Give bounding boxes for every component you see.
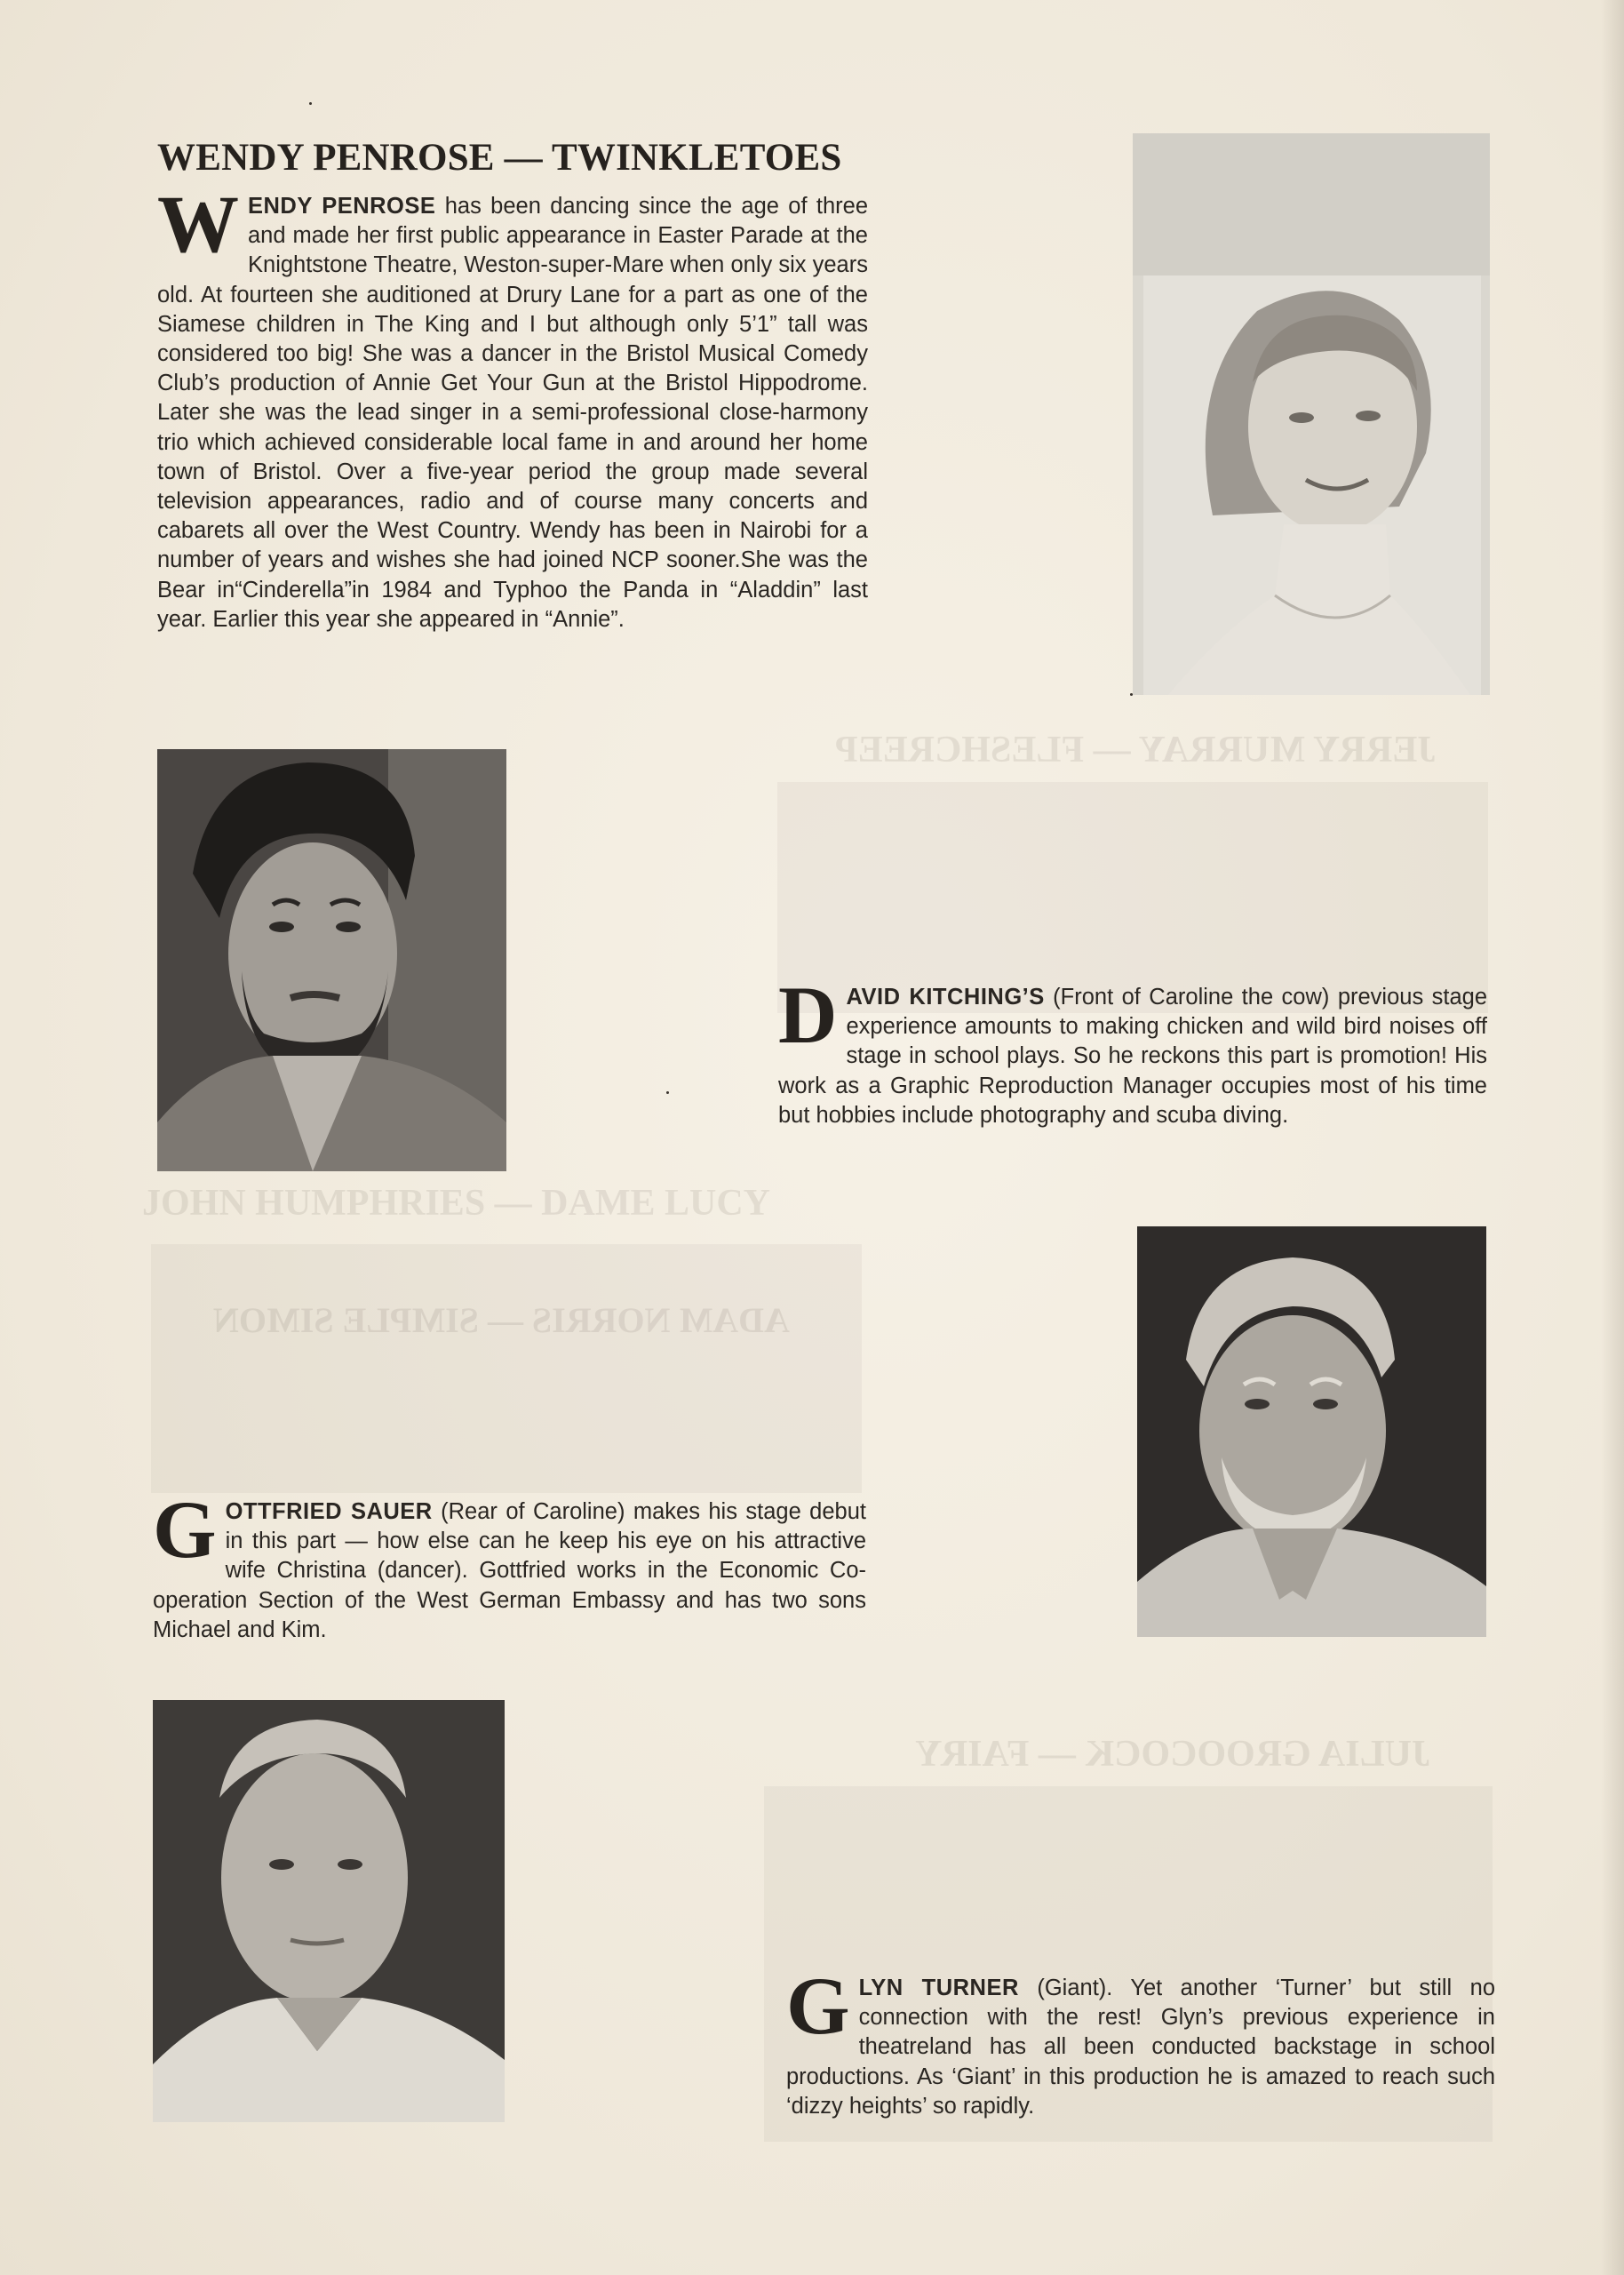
glyn-body: (Giant). Yet another ‘Turner’ but still no connection with the rest! Glyn’s previous experience in theatreland has all been conducted backstage in school productions. As ‘Giant’ in this production he is amazed to reach such ‘dizzy heights’ so rapidly. — [786, 1976, 1496, 2119]
speck — [666, 1091, 669, 1094]
show-through-block — [151, 1244, 862, 1493]
portrait-grey-bearded-man-icon — [1137, 1226, 1486, 1637]
photo-david-kitching — [157, 749, 506, 1171]
portrait-balding-man-icon — [153, 1700, 505, 2122]
page-edge-shadow — [1601, 0, 1624, 2275]
show-through-block — [777, 782, 1488, 1013]
glyn-dropcap: G — [786, 1960, 850, 2051]
david-bio — [778, 970, 1488, 1130]
show-through-text: JERRY MURRAY — FLESHCREEP — [835, 730, 1437, 770]
david-name: AVID KITCHING’S — [846, 985, 1045, 1010]
photo-glyn-turner — [153, 1700, 505, 2122]
gottfried-body: (Rear of Caroline) makes his stage debut in this part — how else can he keep his eye on his attractive wife Christina (dancer). Gottfried works in the Economic Co-operation Section of the West German Embassy and has two sons Michael and Kim. — [153, 1499, 866, 1642]
show-through-text: JULIA GROOCOCK — FAIRY — [915, 1734, 1430, 1775]
glyn-name: LYN TURNER — [858, 1976, 1019, 2000]
show-through-text: ADAM NORRIS — SIMPLE SIMON — [213, 1300, 790, 1340]
glyn-bio — [786, 1960, 1496, 2121]
portrait-woman-smiling-icon — [1133, 133, 1490, 695]
david-body: (Front of Caroline the cow) previous stage experience amounts to making chicken and wild bird noises off stage in school plays. So he reckons this part is promotion! His work as a Graphic Reproduction Manager occupies most of his time but hobbies include photography and scuba diving. — [778, 985, 1488, 1128]
gottfried-dropcap: G — [153, 1484, 217, 1575]
wendy-heading: WENDY PENROSE — TWINKLETOES — [157, 137, 842, 179]
gottfried-name: OTTFRIED SAUER — [225, 1499, 433, 1524]
wendy-bio — [157, 179, 868, 635]
wendy-body: has been dancing since the age of three and made her first public appearance in Easter Parade at the Knightstone Theatre, Weston-super-Mare when only six years old. At fourteen she auditioned at Drury Lane for a part as one of the Siamese children in The King and I but although only 5’1” tall was considered too big! She was a dancer in the Bristol Musical Comedy Club’s production of Annie Get Your Gun at the Bristol Hippodrome. Later she was the lead singer in a semi-professional close-harmony trio which achieved considerable local fame in and around her home town of Bristol. Over a five-year period the group made several television appearances, radio and of course many concerts and cabarets all over the West Country. Wendy has been in Nairobi for a number of years and wishes she had joined NCP sooner.She was the Bear in“Cinderella”in 1984 and Typhoo the Panda in “Aladdin” last year. Earlier this year she appeared in “Annie”. — [157, 194, 868, 632]
david-dropcap: D — [778, 970, 838, 1060]
show-through-text: JOHN HUMPHRIES — DAME LUCY — [142, 1183, 771, 1224]
portrait-bearded-man-icon — [157, 749, 506, 1171]
wendy-name: ENDY PENROSE — [248, 194, 436, 219]
speck — [309, 102, 312, 105]
gottfried-bio — [153, 1484, 866, 1645]
photo-wendy-penrose — [1133, 133, 1490, 695]
wendy-dropcap: W — [157, 179, 239, 269]
photo-gottfried-sauer — [1137, 1226, 1486, 1637]
